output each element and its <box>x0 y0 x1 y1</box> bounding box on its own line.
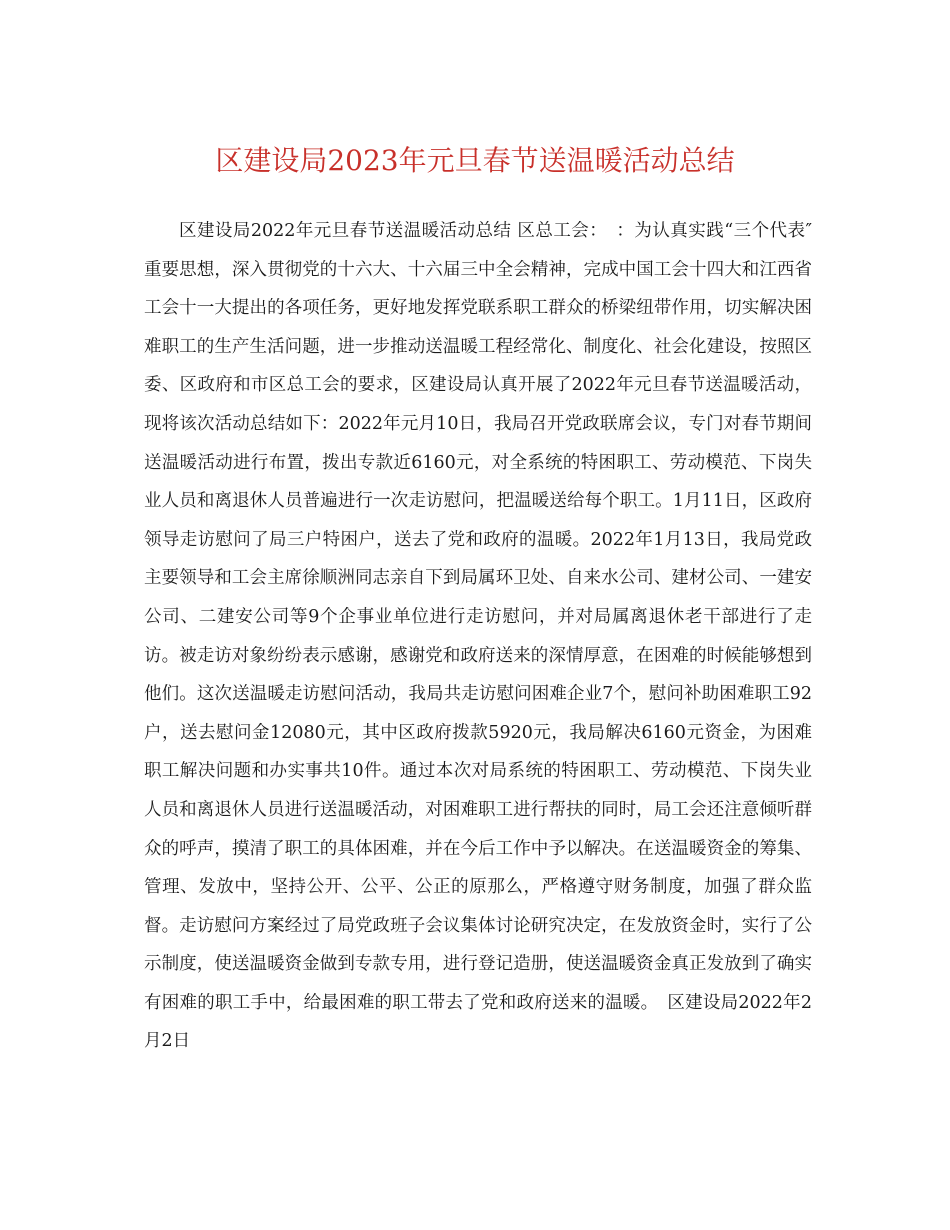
document-body: 区建设局2022年元旦春节送温暖活动总结 区总工会： ：为认真实践“三个代表″重要思想，深入贯彻党的十六大、十六届三中全会精神，完成中国工会十四大和江西省工会十一大提出的各项任务，更好地发挥党联系职工群众的桥梁纽带作用，切实解决困难职工的生产生活问题，进一步推动送温暖工程经常化、制度化、社会化建设，按照区委、区政府和市区总工会的要求，区建设局认真开展了2022年元旦春节送温暖活动，现将该次活动总结如下：2022年元月10日，我局召开党政联席会议，专门对春节期间送温暖活动进行布置，拨出专款近6160元，对全系统的特困职工、劳动模范、下岗失业人员和离退休人员普遍进行一次走访慰问，把温暖送给每个职工。1月11日，区政府领导走访慰问了局三户特困户，送去了党和政府的温暖。2022年1月13日，我局党政主要领导和工会主席徐顺洲同志亲自下到局属环卫处、自来水公司、建材公司、一建安公司、二建安公司等9个企事业单位进行走访慰问，并对局属离退休老干部进行了走访。被走访对象纷纷表示感谢，感谢党和政府送来的深情厚意，在困难的时候能够想到他们。这次送温暖走访慰问活动，我局共走访慰问困难企业7个，慰问补助困难职工92户，送去慰问金12080元，其中区政府拨款5920元，我局解决6160元资金，为困难职工解决问题和办实事共10件。通过本次对局系统的特困职工、劳动模范、下岗失业人员和离退休人员进行送温暖活动，对困难职工进行帮扶的同时，局工会还注意倾听群众的呼声，摸清了职工的具体困难，并在今后工作中予以解决。在送温暖资金的筹集、管理、发放中，坚持公开、公平、公正的原那么，严格遵守财务制度，加强了群众监督。走访慰问方案经过了局党政班子会议集体讨论研究决定，在发放资金时，实行了公示制度，使送温暖资金做到专款专用，进行登记造册，使送温暖资金真正发放到了确实有困难的职工手中，给最困难的职工带去了党和政府送来的温暖。 区建设局2022年2月2日 <box>144 221 812 1052</box>
document-title: 区建设局2023年元旦春节送温暖活动总结 <box>215 144 735 177</box>
